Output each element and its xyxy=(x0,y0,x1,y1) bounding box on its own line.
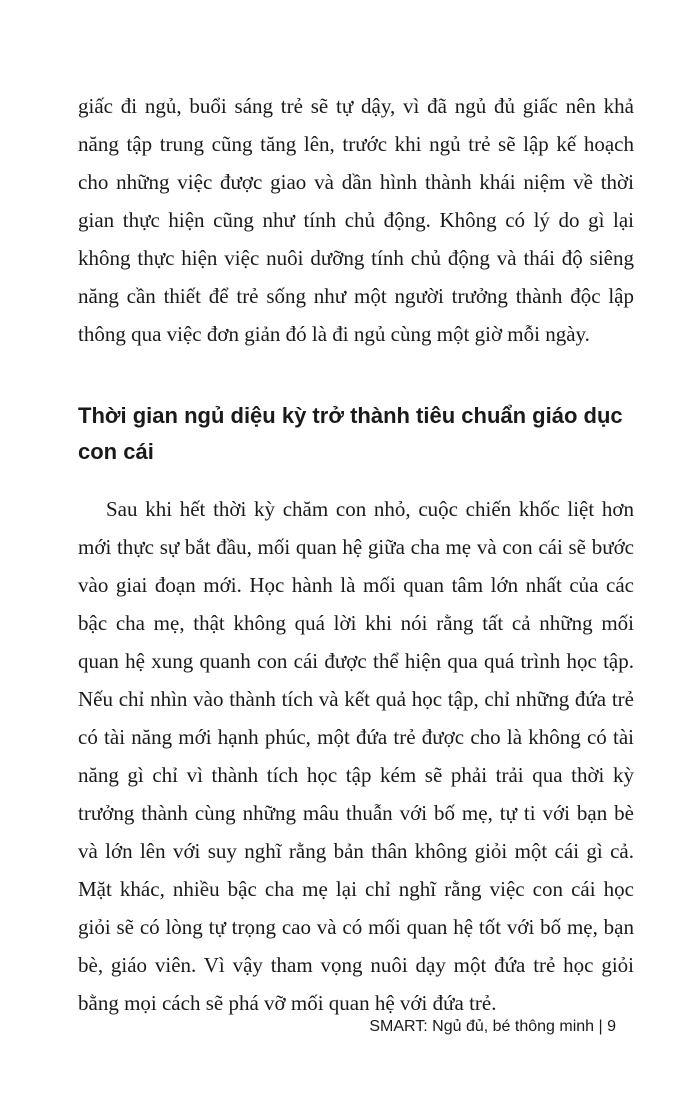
page-footer-running-title: SMART: Ngủ đủ, bé thông minh | 9 xyxy=(369,1018,616,1035)
section-heading: Thời gian ngủ diệu kỳ trở thành tiêu chuẩn giáo dục con cái xyxy=(78,403,623,464)
body-paragraph-continued: giấc đi ngủ, buổi sáng trẻ sẽ tự dậy, vì đã ngủ đủ giấc nên khả năng tập trung cũng tăng lên, trước khi ngủ trẻ sẽ lập kế hoạch cho những việc được giao và dần hình thành khái niệm về thời gian thực hiện cũng như tính chủ động. Không có lý do gì lại không thực hiện việc nuôi dưỡng tính chủ động và thái độ siêng năng cần thiết để trẻ sống như một người trưởng thành độc lập thông qua việc đơn giản đó là đi ngủ cùng một giờ mỗi ngày. xyxy=(78,94,634,346)
body-paragraph: Sau khi hết thời kỳ chăm con nhỏ, cuộc chiến khốc liệt hơn mới thực sự bắt đầu, mối quan hệ giữa cha mẹ và con cái sẽ bước vào giai đoạn mới. Học hành là mối quan tâm lớn nhất của các bậc cha mẹ, thật không quá lời khi nói rằng tất cả những mối quan hệ xung quanh con cái được thể hiện qua quá trình học tập. Nếu chỉ nhìn vào thành tích và kết quả học tập, chỉ những đứa trẻ có tài năng mới hạnh phúc, một đứa trẻ được cho là không có tài năng gì chỉ vì thành tích học tập kém sẽ phải trải qua thời kỳ trưởng thành cùng những mâu thuẫn với bố mẹ, tự ti với bạn bè và lớn lên với suy nghĩ rằng bản thân không giỏi một cái gì cả. Mặt khác, nhiều bậc cha mẹ lại chỉ nghĩ rằng việc con cái học giỏi sẽ có lòng tự trọng cao và có mối quan hệ tốt với bố mẹ, bạn bè, giáo viên. Vì vậy tham vọng nuôi dạy một đứa trẻ học giỏi bằng mọi cách sẽ phá vỡ mối quan hệ với đứa trẻ. xyxy=(78,497,634,1015)
